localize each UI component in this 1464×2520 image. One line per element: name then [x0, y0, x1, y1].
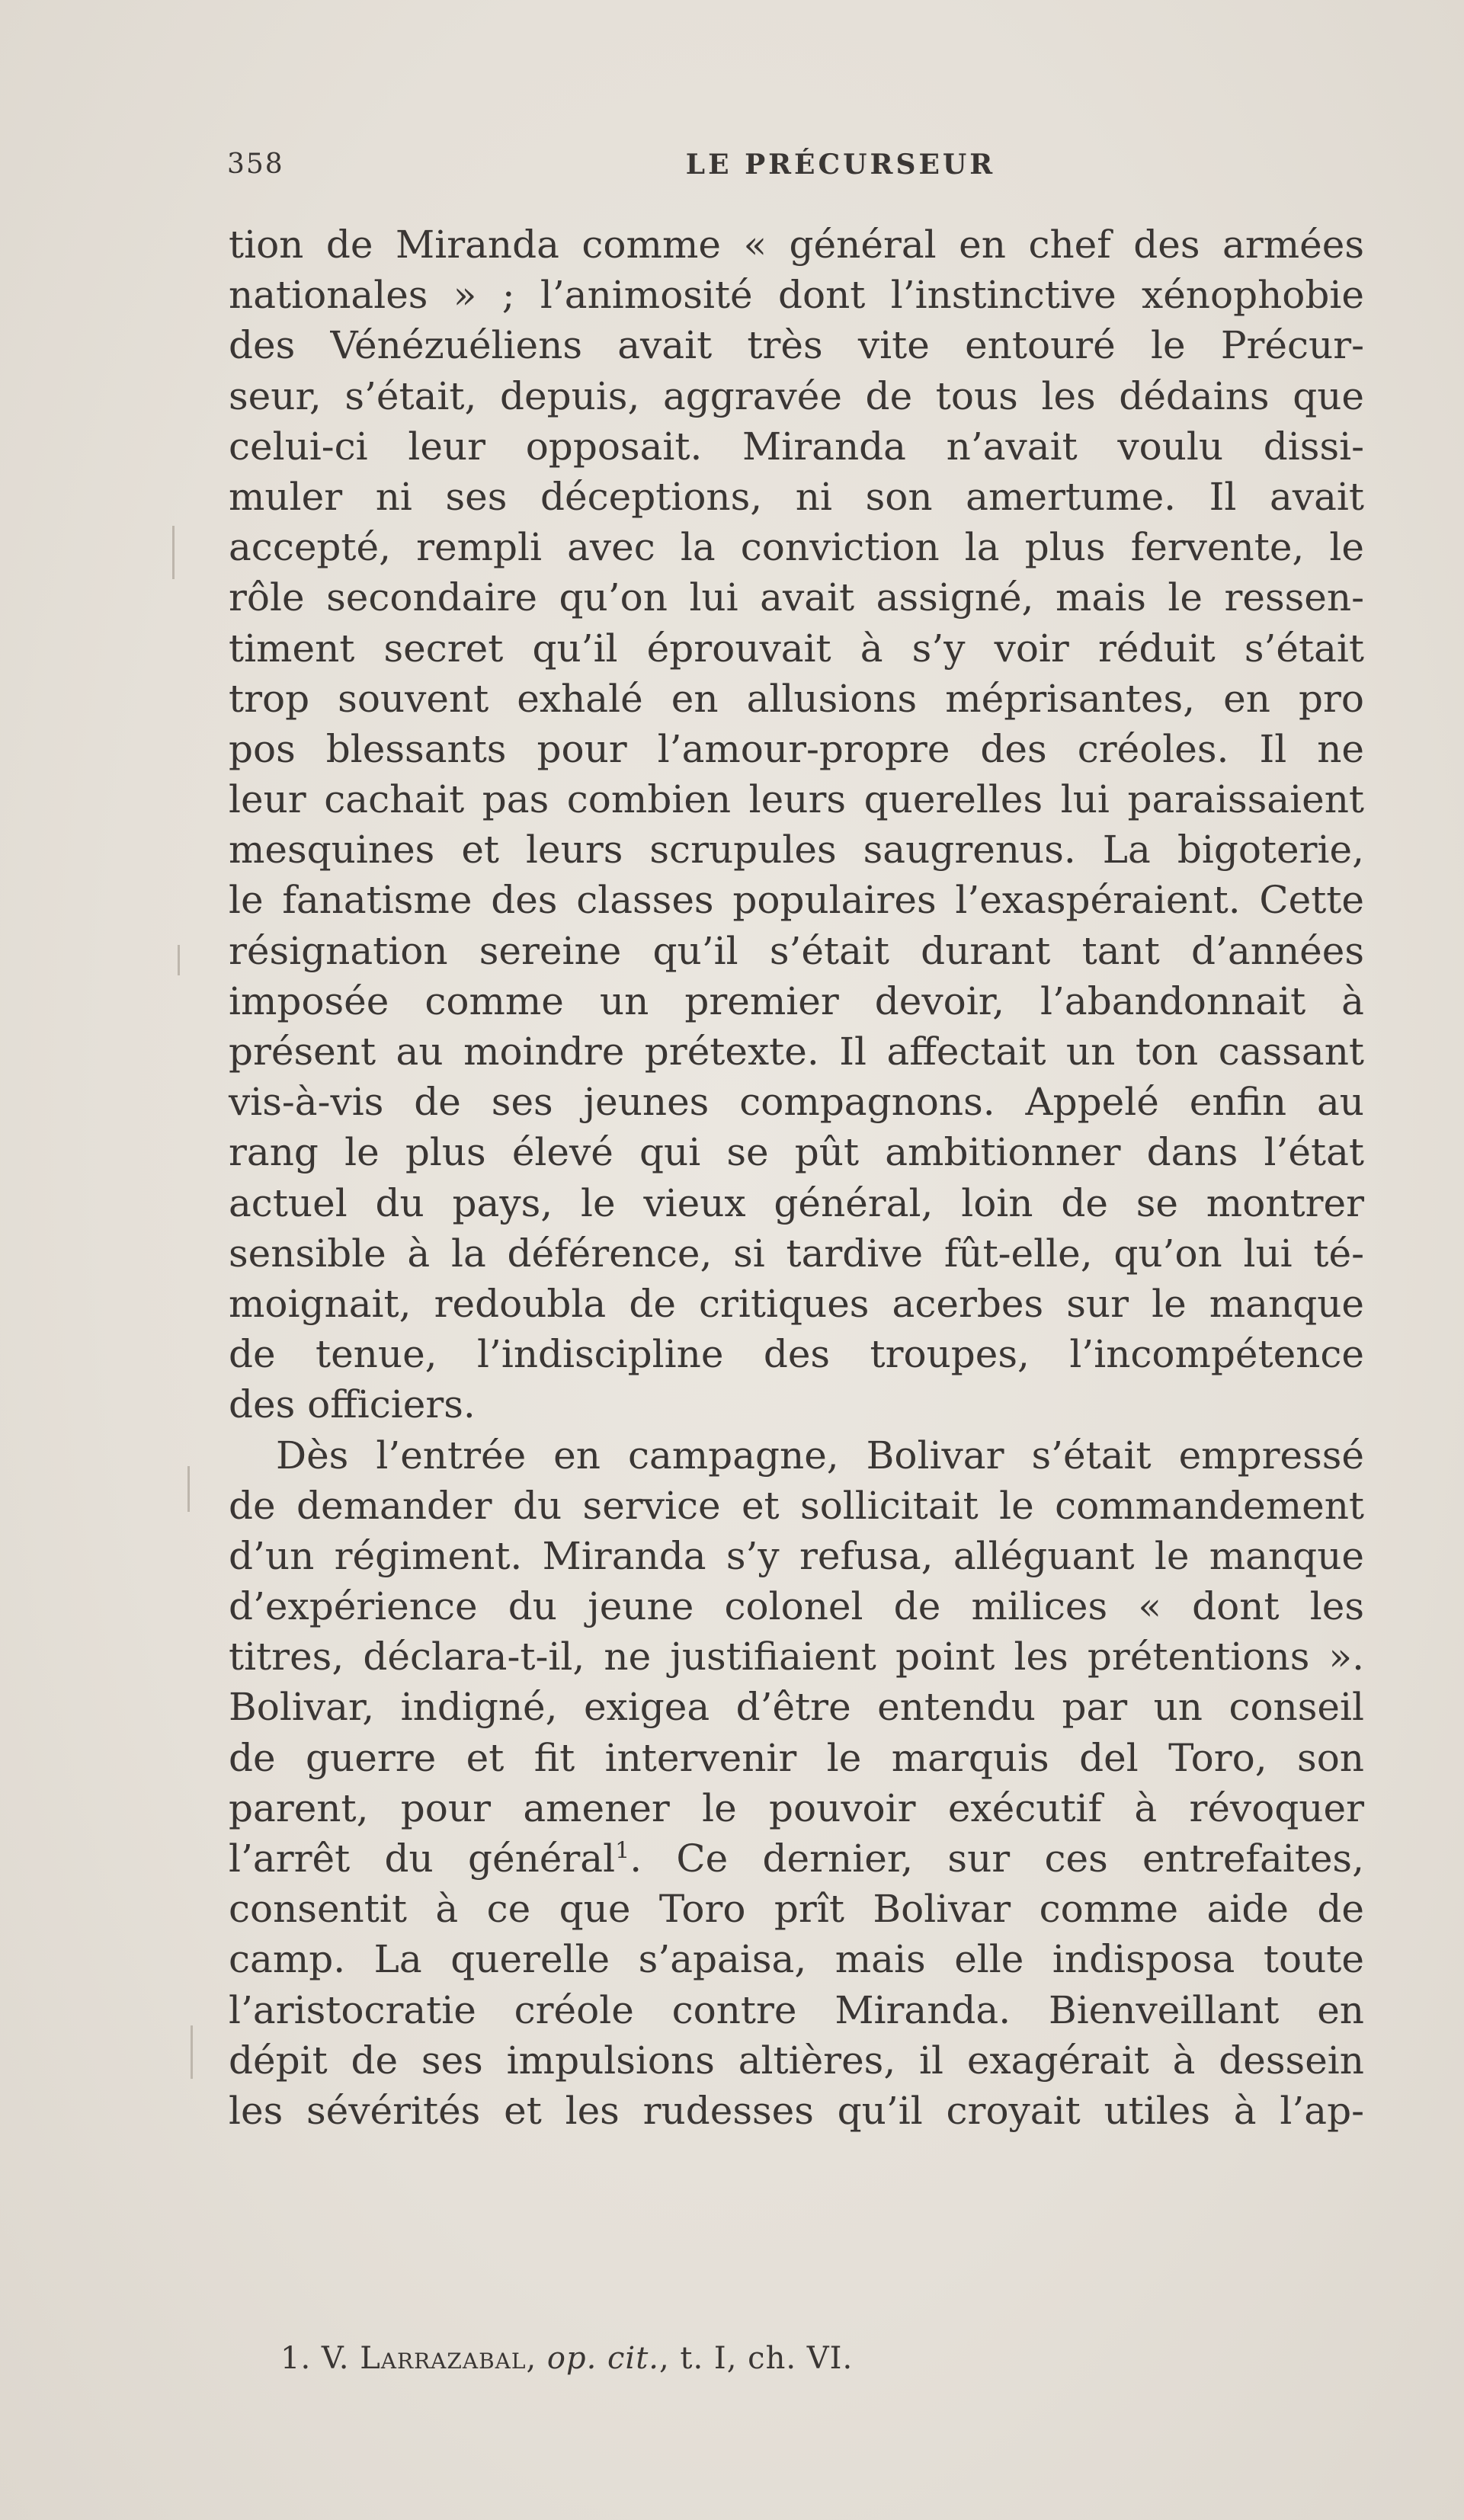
page-header: [227, 149, 1351, 187]
text-line: tion de Miranda comme « général en chef des armées: [229, 223, 1364, 267]
text-line: camp. La querelle s’apaisa, mais elle indisposa toute: [229, 1937, 1364, 1982]
text-line: présent au moindre prétexte. Il affectait un ton cassant: [229, 1029, 1364, 1074]
text-line: mesquines et leurs scrupules saugrenus. La bigoterie,: [229, 828, 1364, 873]
text-line: moignait, redoubla de critiques acerbes sur le manque: [229, 1281, 1364, 1326]
text-line: l’aristocratie créole contre Miranda. Bienveillant en: [229, 1987, 1364, 2032]
margin-mark: [172, 526, 175, 579]
margin-mark: [187, 1466, 190, 1512]
text-line: pos blessants pour l’amour-propre des créoles. Il ne: [229, 726, 1364, 771]
text-line: rôle secondaire qu’on lui avait assigné, mais le ressen-: [229, 575, 1364, 620]
footnote-citation: op. cit.: [546, 2341, 659, 2376]
text-line: dépit de ses impulsions altières, il exagérait à dessein: [229, 2038, 1364, 2083]
footnote: [280, 2341, 853, 2376]
footnote-rest: , t. I, ch. VI.: [659, 2341, 854, 2376]
text-line: des officiers.: [229, 1382, 476, 1427]
text-line: rang le plus élevé qui se pût ambitionner dans l’état: [229, 1130, 1364, 1175]
footnote-author: Larrazabal: [360, 2341, 527, 2376]
text-line-part: . Ce dernier, sur ces entrefaites,: [629, 1836, 1364, 1881]
text-line: trop souvent exhalé en allusions méprisantes, en pro: [229, 676, 1364, 721]
text-line: d’un régiment. Miranda s’y refusa, alléguant le manque: [229, 1533, 1364, 1578]
text-line: muler ni ses déceptions, ni son amertume. Il avait: [229, 474, 1364, 519]
text-line: consentit à ce que Toro prît Bolivar comme aide de: [229, 1887, 1364, 1932]
text-line: des Vénézuéliens avait très vite entouré le Précur-: [229, 323, 1364, 368]
text-line: de tenue, l’indiscipline des troupes, l’incompétence: [229, 1332, 1364, 1377]
footnote-ref: 1: [615, 1837, 630, 1865]
text-line: de demander du service et sollicitait le commandement: [229, 1483, 1364, 1528]
text-line: d’expérience du jeune colonel de milices « dont les: [229, 1584, 1364, 1629]
text-line: timent secret qu’il éprouvait à s’y voir réduit s’était: [229, 626, 1364, 671]
text-line: leur cachait pas combien leurs querelles lui paraissaient: [229, 777, 1364, 822]
running-title: LE PRÉCURSEUR: [685, 149, 996, 181]
text-line: le fanatisme des classes populaires l’exaspéraient. Cette: [229, 878, 1364, 923]
text-line: résignation sereine qu’il s’était durant tant d’années: [229, 928, 1364, 973]
body-text: [229, 219, 1364, 2136]
footnote-prefix: V.: [321, 2341, 350, 2376]
margin-mark: [178, 945, 180, 975]
text-line: Bolivar, indigné, exigea d’être entendu par un conseil: [229, 1685, 1364, 1730]
text-line: de guerre et fit intervenir le marquis del Toro, son: [229, 1735, 1364, 1780]
text-line: les sévérités et les rudesses qu’il croyait utiles à l’ap-: [229, 2088, 1364, 2133]
text-line: titres, déclara-t-il, ne justifiaient point les prétentions ».: [229, 1635, 1364, 1679]
text-line: celui-ci leur opposait. Miranda n’avait voulu dissi-: [229, 424, 1364, 469]
text-line: accepté, rempli avec la conviction la plus fervente, le: [229, 525, 1364, 570]
page-number: 358: [227, 149, 284, 180]
text-line: actuel du pays, le vieux général, loin de se montrer: [229, 1180, 1364, 1225]
text-line: sensible à la déférence, si tardive fût-elle, qu’on lui té-: [229, 1231, 1364, 1276]
margin-mark: [191, 2025, 193, 2079]
text-line: seur, s’était, depuis, aggravée de tous les dédains que: [229, 373, 1364, 418]
text-line: Dès l’entrée en campagne, Bolivar s’était empressé: [276, 1433, 1364, 1478]
text-line: imposée comme un premier devoir, l’abandonnait à: [229, 978, 1364, 1023]
footnote-number: 1.: [280, 2341, 312, 2376]
footnote-separator: ,: [526, 2341, 537, 2376]
text-line-with-footnote-ref: [229, 1833, 1364, 1884]
text-line: nationales » ; l’animosité dont l’instinctive xénophobie: [229, 273, 1364, 318]
text-line: vis-à-vis de ses jeunes compagnons. Appelé enfin au: [229, 1080, 1364, 1125]
text-line: parent, pour amener le pouvoir exécutif à révoquer: [229, 1785, 1364, 1830]
text-line-part: l’arrêt du général: [229, 1836, 616, 1881]
